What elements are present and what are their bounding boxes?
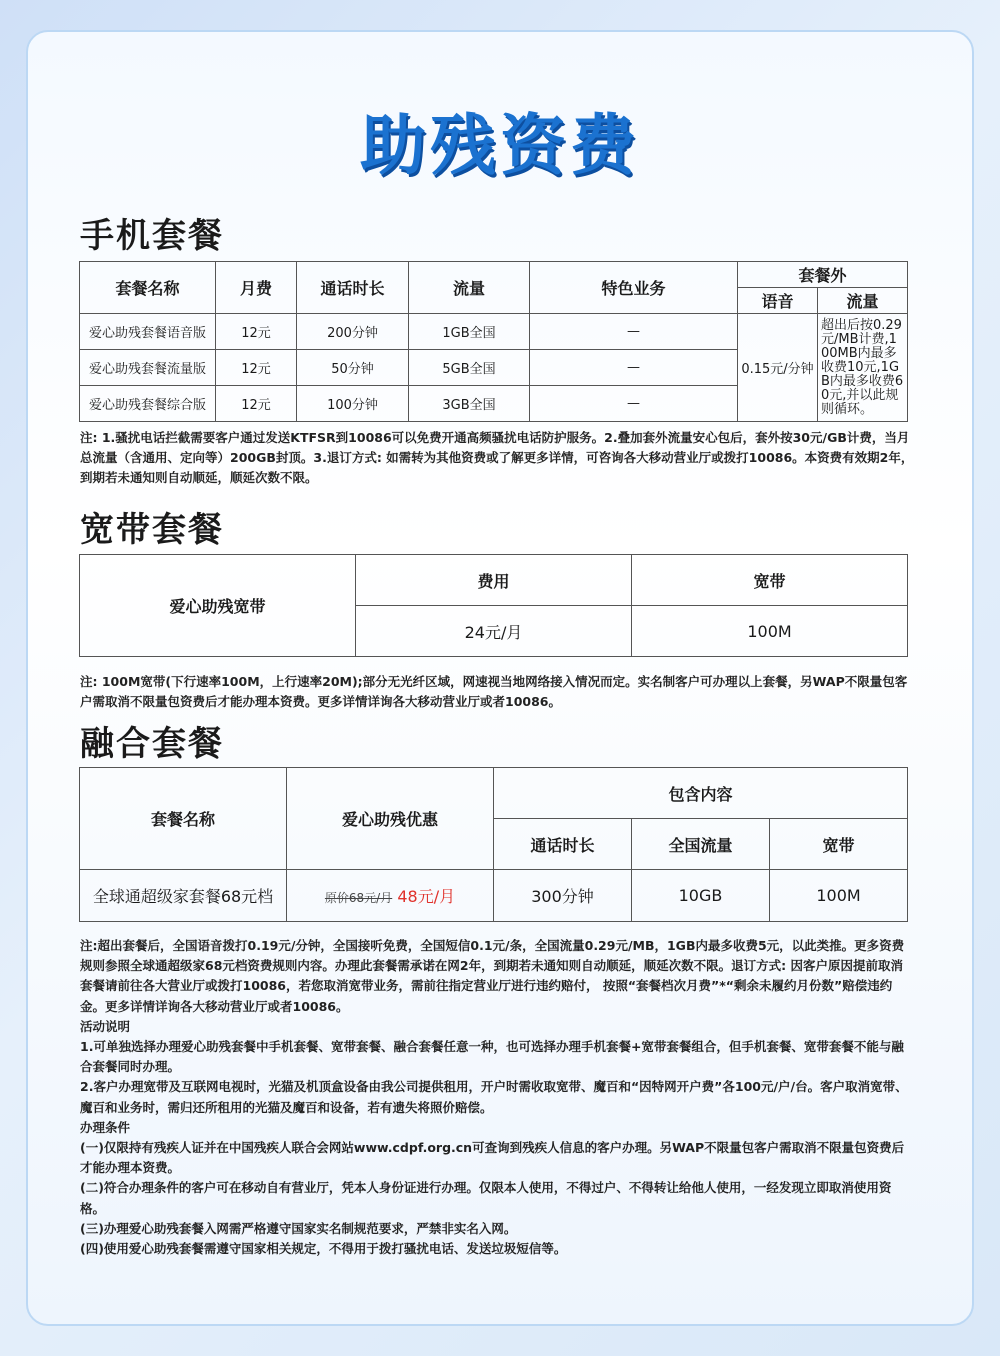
plan-data: 1GB全国 <box>409 314 530 350</box>
header-special: 特色业务 <box>530 262 738 314</box>
original-price: 原价68元/月 <box>324 891 393 905</box>
mobile-note: 注: 1.骚扰电话拦截需要客户通过发送KTFSR到10086可以免费开通高频骚扰电话防护服务。2.叠加套外流量安心包后，套外按30元/GB计费，当月总流量（含通用、定向等）200GB封顶。3.退订方式: 如需转为其他资费或了解更多详情，可咨询各大移动营业厅或拨打10086。本资费有效期2年，到期若未通知则自动顺延，顺延次数不限。 <box>80 430 914 485</box>
plan-data: 3GB全国 <box>409 386 530 422</box>
fusion-price-cell <box>287 870 494 922</box>
condition-item: (四)使用爱心助残套餐需遵守国家相关规定，不得用于拨打骚扰电话、发送垃圾短信等。 <box>80 1241 567 1257</box>
header-outside: 套餐外 <box>738 262 908 288</box>
plan-fee: 12元 <box>216 350 297 386</box>
outside-flow: 超出后按0.29元/MB计费,100MB内最多收费10元,1GB内最多收费60元,并以此规则循环。 <box>818 314 908 422</box>
broadband-bw-header: 宽带 <box>632 555 908 606</box>
activity-heading: 活动说明 <box>80 1018 131 1034</box>
plan-name: 爱心助残套餐综合版 <box>80 386 216 422</box>
fusion-name-header: 套餐名称 <box>80 768 287 870</box>
broadband-bw: 100M <box>632 606 908 657</box>
header-data: 流量 <box>409 262 530 314</box>
header-voice: 语音 <box>738 288 818 314</box>
mobile-plan-table <box>79 261 908 422</box>
mobile-heading: 手机套餐 <box>80 216 224 256</box>
broadband-fee-header: 费用 <box>356 555 632 606</box>
plan-name: 爱心助残套餐流量版 <box>80 350 216 386</box>
outside-voice: 0.15元/分钟 <box>738 314 818 422</box>
header-fee: 月费 <box>216 262 297 314</box>
header-flow: 流量 <box>818 288 908 314</box>
fusion-minutes-header: 通话时长 <box>494 819 632 870</box>
fusion-note: 注:超出套餐后，全国语音拨打0.19元/分钟，全国接听免费，全国短信0.1元/条，全国流量0.29元/MB，1GB内最多收费5元，以此类推。更多资费规则参照全球通超级家68元档资费规则内容。办理此套餐需承诺在网2年，到期若未通知则自动顺延，顺延次数不限。退订方式: 因客户原因提前取消套餐请前往各大营业厅或拨打10086，若您取消宽带业务，需前往指定营业厅进行违约赔付， 按照“套餐档次月费”*“剩余未履约月份数”赔偿违约金。更多详情详询各大移动营业厅或者10086。 <box>80 938 905 1014</box>
condition-item: (二)符合办理条件的客户可在移动自有营业厅，凭本人身份证进行办理。仅限本人使用，不得过户、不得转让给他人使用，一经发现立即取消使用资格。 <box>80 1180 892 1216</box>
fusion-minutes: 300分钟 <box>494 870 632 922</box>
plan-minutes: 200分钟 <box>297 314 409 350</box>
plan-special: — <box>530 350 738 386</box>
broadband-table <box>79 554 908 657</box>
conditions-heading: 办理条件 <box>80 1119 131 1135</box>
broadband-heading: 宽带套餐 <box>80 510 224 550</box>
condition-item: (三)办理爱心助残套餐入网需严格遵守国家实名制规范要求，严禁非实名入网。 <box>80 1220 517 1236</box>
fusion-name: 全球通超级家套餐68元档 <box>80 870 287 922</box>
fusion-table <box>79 767 908 922</box>
fusion-bw: 100M <box>770 870 908 922</box>
rules-block <box>80 936 915 1259</box>
plan-name: 爱心助残套餐语音版 <box>80 314 216 350</box>
fusion-include-header: 包含内容 <box>494 768 908 819</box>
plan-minutes: 50分钟 <box>297 350 409 386</box>
discount-price: 48元/月 <box>397 887 456 906</box>
fusion-bw-header: 宽带 <box>770 819 908 870</box>
table-row <box>80 870 908 922</box>
plan-fee: 12元 <box>216 314 297 350</box>
plan-fee: 12元 <box>216 386 297 422</box>
fusion-heading: 融合套餐 <box>80 724 224 764</box>
condition-item: (一)仅限持有残疾人证并在中国残疾人联合会网站www.cdpf.org.cn可查询到残疾人信息的客户办理。另WAP不限量包客户需取消不限量包资费后才能办理本资费。 <box>80 1140 905 1176</box>
header-minutes: 通话时长 <box>297 262 409 314</box>
page-title: 助残资费 <box>360 107 640 184</box>
fusion-discount-header: 爱心助残优惠 <box>287 768 494 870</box>
plan-data: 5GB全国 <box>409 350 530 386</box>
plan-minutes: 100分钟 <box>297 386 409 422</box>
broadband-note: 注: 100M宽带(下行速率100M，上行速率20M);部分无光纤区域，网速视当地网络接入情况而定。实名制客户可办理以上套餐，另WAP不限量包客户需取消不限量包资费后才能办理本资费。更多详情详询各大移动营业厅或者10086。 <box>80 674 908 709</box>
plan-special: — <box>530 386 738 422</box>
fusion-data: 10GB <box>632 870 770 922</box>
broadband-name: 爱心助残宽带 <box>80 555 356 657</box>
plan-special: — <box>530 314 738 350</box>
fusion-data-header: 全国流量 <box>632 819 770 870</box>
header-name: 套餐名称 <box>80 262 216 314</box>
activity-item: 1.可单独选择办理爱心助残套餐中手机套餐、宽带套餐、融合套餐任意一种，也可选择办理手机套餐+宽带套餐组合，但手机套餐、宽带套餐不能与融合套餐同时办理。 <box>80 1039 904 1075</box>
broadband-fee: 24元/月 <box>356 606 632 657</box>
table-row <box>80 314 908 350</box>
activity-item: 2.客户办理宽带及互联网电视时，光猫及机顶盒设备由我公司提供租用，开户时需收取宽带、魔百和“因特网开户费”各100元/户/台。客户取消宽带、魔百和业务时，需归还所租用的光猫及魔百和设备，若有遗失将照价赔偿。 <box>80 1079 908 1115</box>
